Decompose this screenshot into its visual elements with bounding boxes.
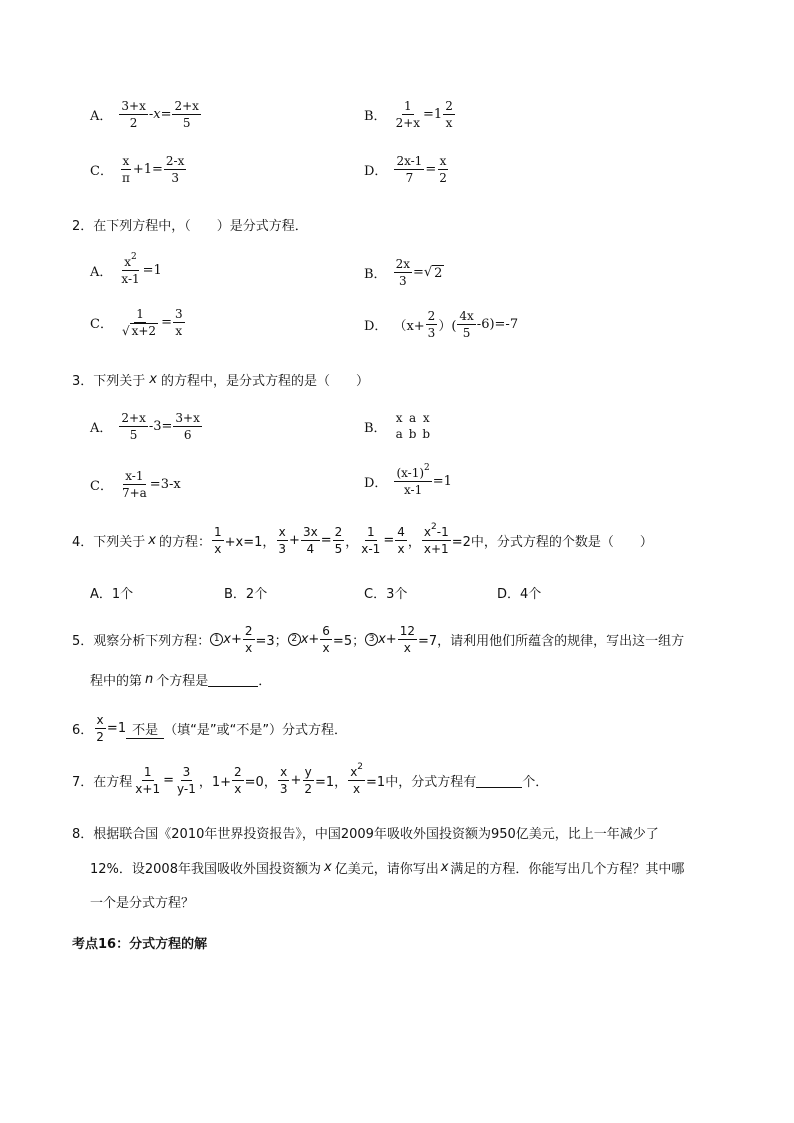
fraction: a b: [408, 411, 417, 441]
fraction: $\frac{x}{3}$: [279, 764, 288, 796]
fraction: $\frac{4}{x}$: [397, 524, 405, 556]
fraction: $\frac{y}{2}$: [304, 764, 313, 796]
fraction: $\frac{1}{x-1}$: [361, 524, 381, 556]
answer-blank[interactable]: [208, 672, 258, 687]
q1-option-a: A． $\frac{3+x}{2}$ -x= $\frac{2+x}{5}$: [90, 99, 199, 130]
fraction: $\frac{2}{3}$: [427, 309, 436, 340]
fraction: x a: [395, 411, 403, 441]
fraction: $\frac{(x-1)^2}{x-1}$: [396, 463, 430, 497]
fraction: $\frac{2}{5}$: [334, 524, 343, 556]
q4-option-a: A．1个: [90, 587, 134, 602]
fraction: $\frac{x}{2}$: [439, 154, 447, 185]
fraction: $\frac{x^2}{x-1}$: [121, 252, 140, 286]
q5-line2: 程中的第 n 个方程是 ．: [90, 672, 272, 689]
section-title: 考点16：分式方程的解: [72, 937, 208, 952]
fraction: $\frac{1}{x}$: [214, 524, 222, 556]
q1-option-b: B． $\frac{1}{2+x}$ =1 $\frac{2}{x}$: [364, 99, 453, 130]
fraction: $\frac{1}{√ x+2}$: [121, 307, 157, 338]
q2-option-d: D． （x+ $\frac{2}{3}$ ）( $\frac{4x}{5}$ -6)=-7: [364, 309, 519, 340]
q2-option-c: C． $\frac{1}{√ x+2}$ = $\frac{3}{x}$: [90, 307, 183, 338]
fraction: $\frac{2+x}{5}$: [121, 411, 146, 442]
q3-option-d: D． $\frac{(x-1)^2}{x-1}$ =1: [364, 463, 452, 497]
fraction: $\frac{x}{\pi}$: [121, 154, 130, 185]
q4-stem: 4．下列关于 x 的方程： $\frac{1}{x}$ +x=1， $\frac{x}{3}$ + $\frac{3x}{4}$ = $\frac{2}{5}$ ， $\frac{1}{x-1}$ = $\frac{4}{x}$ ， $\frac{x^2-1}{x+1}$ =2中，分式方程的个数是（ ）: [72, 522, 653, 556]
fraction: $\frac{3+x}{2}$: [121, 99, 146, 130]
q8-line1: 8．根据联合国《2010年世界投资报告》，中国2009年吸收外国投资额为950亿美元，比上一年减少了: [72, 827, 659, 842]
q8-line3: 一个是分式方程？: [90, 896, 195, 911]
q3-stem: 3．下列关于 x 的方程中，是分式方程的是（ ）: [72, 372, 369, 389]
fraction: $\frac{2+x}{5}$: [174, 99, 199, 130]
fraction: x b: [422, 411, 431, 441]
answer-blank[interactable]: [476, 773, 522, 788]
fraction: $\frac{x}{3}$: [278, 524, 287, 556]
fraction: $\frac{6}{x}$: [322, 624, 330, 655]
fraction: $\frac{x}{2}$: [96, 713, 104, 744]
fraction: $\frac{2}{x}$: [445, 99, 453, 130]
q5-stem: 5．观察分析下列方程： 1 x+ $\frac{2}{x}$ =3； 2 x+ $\frac{6}{x}$ =5； 3 x+ $\frac{12}{x}$ =7，请利用他们所蕴含的规律，写出这一组方: [72, 624, 685, 655]
fraction: $\frac{2x}{3}$: [395, 257, 410, 288]
fraction: $\frac{1}{x+1}$: [135, 764, 161, 796]
fraction: $\frac{2}{x}$: [244, 624, 253, 655]
q4-option-b: B．2个: [224, 587, 268, 602]
q8-line2: 12%．设2008年我国吸收外国投资额为 x 亿美元，请你写出 x 满足的方程．你能写出几个方程？其中哪: [90, 860, 685, 877]
q2-stem: 2．在下列方程中，（ ）是分式方程．: [72, 219, 308, 234]
q4-option-c: C．3个: [364, 587, 408, 602]
fraction: $\frac{x^2-1}{x+1}$: [423, 522, 449, 556]
q7-stem: 7．在方程 $\frac{1}{x+1}$ = $\frac{3}{y-1}$ ，1+ $\frac{2}{x}$ =0， $\frac{x}{3}$ + $\frac{y}{2}$ =1， $\frac{x^2}{x}$ =1中，分式方程有 个．: [72, 762, 549, 796]
q3-option-b: B． x a a b x b: [364, 411, 431, 441]
q4-option-d: D．4个: [497, 587, 542, 602]
fraction: $\frac{x-1}{7+a}$: [121, 469, 147, 500]
q3-option-a: A． $\frac{2+x}{5}$ -3= $\frac{3+x}{6}$: [90, 411, 200, 442]
q6-stem: 6． $\frac{x}{2}$ =1 不是 （填“是”或“不是”）分式方程．: [72, 713, 348, 744]
q2-option-b: B． $\frac{2x}{3}$ =√ 2: [364, 257, 443, 288]
fraction: $\frac{3x}{4}$: [302, 524, 318, 556]
fraction: $\frac{3}{y-1}$: [176, 764, 196, 796]
q3-option-c: C． $\frac{x-1}{7+a}$ =3-x: [90, 469, 181, 500]
q1-option-d: D． $\frac{2x-1}{7}$ = $\frac{x}{2}$: [364, 154, 447, 185]
fraction: $\frac{2x-1}{7}$: [396, 154, 423, 185]
fraction: $\frac{12}{x}$: [399, 624, 415, 655]
fraction: $\frac{3+x}{6}$: [175, 411, 200, 442]
fraction: $\frac{4x}{5}$: [459, 309, 474, 340]
q1-option-c: C． $\frac{x}{\pi}$ +1= $\frac{2-x}{3}$: [90, 154, 185, 185]
fraction: $\frac{x^2}{x}$: [350, 762, 364, 796]
fraction: $\frac{3}{x}$: [174, 307, 183, 338]
fraction: $\frac{1}{2+x}$: [395, 99, 421, 130]
fraction: $\frac{2-x}{3}$: [165, 154, 185, 185]
q2-option-a: A． $\frac{x^2}{x-1}$ =1: [90, 252, 162, 286]
answer-blank: 不是: [126, 719, 164, 739]
fraction: $\frac{2}{x}$: [234, 764, 242, 796]
